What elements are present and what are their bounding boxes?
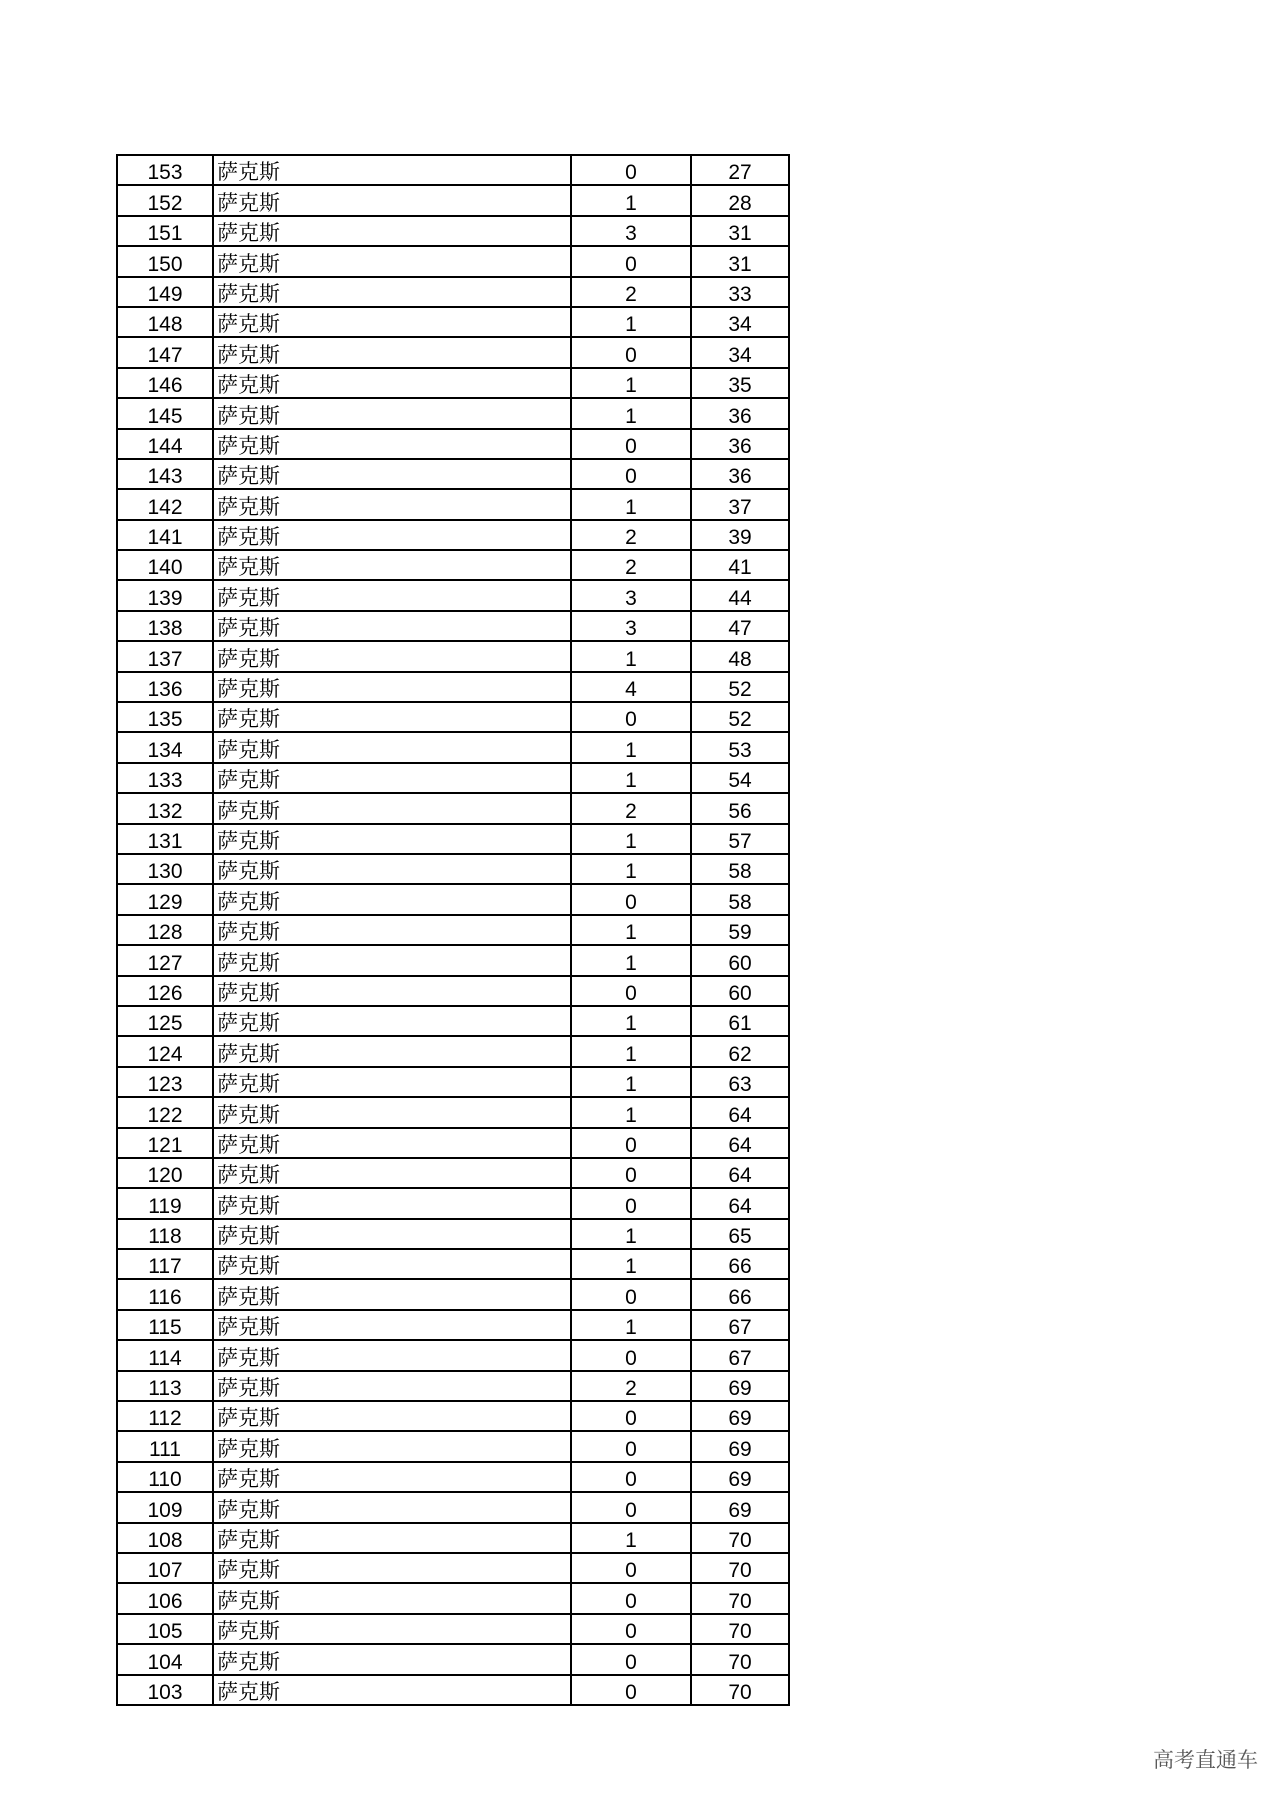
score-cell: 152 [117,185,213,215]
score-cell: 109 [117,1492,213,1522]
table-row [117,1128,789,1158]
cumulative-cell: 31 [691,216,789,246]
score-cell: 119 [117,1188,213,1218]
cumulative-cell: 69 [691,1371,789,1401]
count-cell: 0 [571,1158,691,1188]
table-row [117,1279,789,1309]
count-cell: 1 [571,398,691,428]
count-cell: 1 [571,945,691,975]
count-cell: 0 [571,1188,691,1218]
score-cell: 133 [117,763,213,793]
watermark-text: 高考直通车 [1153,1748,1258,1772]
count-cell: 1 [571,368,691,398]
score-cell: 108 [117,1523,213,1553]
score-cell: 117 [117,1249,213,1279]
cumulative-cell: 60 [691,976,789,1006]
name-cell: 萨克斯 [213,580,571,610]
table-row [117,1006,789,1036]
table-row [117,1583,789,1613]
count-cell: 1 [571,641,691,671]
score-cell: 146 [117,368,213,398]
count-cell: 3 [571,580,691,610]
name-cell: 萨克斯 [213,824,571,854]
name-cell: 萨克斯 [213,1583,571,1613]
table-row [117,1401,789,1431]
table-row [117,702,789,732]
cumulative-cell: 41 [691,550,789,580]
table-row [117,611,789,641]
cumulative-cell: 35 [691,368,789,398]
cumulative-cell: 67 [691,1340,789,1370]
cumulative-cell: 63 [691,1067,789,1097]
cumulative-cell: 69 [691,1462,789,1492]
cumulative-cell: 54 [691,763,789,793]
count-cell: 2 [571,1371,691,1401]
score-cell: 132 [117,793,213,823]
cumulative-cell: 39 [691,520,789,550]
count-cell: 0 [571,1675,691,1705]
score-cell: 134 [117,732,213,762]
name-cell: 萨克斯 [213,459,571,489]
count-cell: 0 [571,1614,691,1644]
score-table [116,154,790,1706]
cumulative-cell: 36 [691,398,789,428]
count-cell: 0 [571,1340,691,1370]
count-cell: 1 [571,854,691,884]
cumulative-cell: 65 [691,1219,789,1249]
score-cell: 138 [117,611,213,641]
table-row [117,884,789,914]
count-cell: 2 [571,550,691,580]
count-cell: 0 [571,1644,691,1674]
cumulative-cell: 36 [691,459,789,489]
name-cell: 萨克斯 [213,641,571,671]
count-cell: 3 [571,611,691,641]
score-cell: 124 [117,1036,213,1066]
cumulative-cell: 64 [691,1097,789,1127]
score-cell: 107 [117,1553,213,1583]
name-cell: 萨克斯 [213,155,571,185]
cumulative-cell: 70 [691,1523,789,1553]
cumulative-cell: 53 [691,732,789,762]
name-cell: 萨克斯 [213,1310,571,1340]
count-cell: 2 [571,277,691,307]
count-cell: 1 [571,489,691,519]
cumulative-cell: 48 [691,641,789,671]
name-cell: 萨克斯 [213,884,571,914]
table-row [117,1310,789,1340]
name-cell: 萨克斯 [213,216,571,246]
table-row [117,1340,789,1370]
score-cell: 149 [117,277,213,307]
cumulative-cell: 58 [691,854,789,884]
table-row [117,277,789,307]
table-row [117,216,789,246]
name-cell: 萨克斯 [213,1644,571,1674]
name-cell: 萨克斯 [213,976,571,1006]
name-cell: 萨克斯 [213,915,571,945]
table-row [117,398,789,428]
name-cell: 萨克斯 [213,732,571,762]
cumulative-cell: 61 [691,1006,789,1036]
score-cell: 114 [117,1340,213,1370]
name-cell: 萨克斯 [213,1492,571,1522]
table-row [117,945,789,975]
cumulative-cell: 58 [691,884,789,914]
count-cell: 0 [571,155,691,185]
name-cell: 萨克斯 [213,398,571,428]
name-cell: 萨克斯 [213,672,571,702]
count-cell: 1 [571,1249,691,1279]
count-cell: 3 [571,216,691,246]
count-cell: 0 [571,429,691,459]
table-row [117,915,789,945]
count-cell: 0 [571,1553,691,1583]
count-cell: 2 [571,793,691,823]
score-cell: 120 [117,1158,213,1188]
cumulative-cell: 70 [691,1583,789,1613]
score-cell: 115 [117,1310,213,1340]
cumulative-cell: 70 [691,1614,789,1644]
score-cell: 118 [117,1219,213,1249]
table-row [117,1675,789,1705]
score-cell: 143 [117,459,213,489]
score-cell: 141 [117,520,213,550]
table-row [117,1614,789,1644]
table-row [117,763,789,793]
cumulative-cell: 64 [691,1128,789,1158]
name-cell: 萨克斯 [213,1067,571,1097]
cumulative-cell: 60 [691,945,789,975]
score-cell: 153 [117,155,213,185]
cumulative-cell: 70 [691,1675,789,1705]
score-cell: 148 [117,307,213,337]
cumulative-cell: 59 [691,915,789,945]
score-cell: 127 [117,945,213,975]
cumulative-cell: 34 [691,307,789,337]
score-cell: 135 [117,702,213,732]
name-cell: 萨克斯 [213,307,571,337]
count-cell: 1 [571,1006,691,1036]
score-cell: 110 [117,1462,213,1492]
score-cell: 103 [117,1675,213,1705]
cumulative-cell: 37 [691,489,789,519]
cumulative-cell: 52 [691,672,789,702]
count-cell: 0 [571,337,691,367]
count-cell: 1 [571,1067,691,1097]
table-row [117,854,789,884]
score-cell: 140 [117,550,213,580]
table-row [117,459,789,489]
cumulative-cell: 66 [691,1249,789,1279]
count-cell: 0 [571,1279,691,1309]
name-cell: 萨克斯 [213,1097,571,1127]
name-cell: 萨克斯 [213,1006,571,1036]
score-cell: 122 [117,1097,213,1127]
table-row [117,1036,789,1066]
score-cell: 137 [117,641,213,671]
table-row [117,1431,789,1461]
count-cell: 0 [571,246,691,276]
score-cell: 139 [117,580,213,610]
cumulative-cell: 36 [691,429,789,459]
name-cell: 萨克斯 [213,1249,571,1279]
table-row [117,1644,789,1674]
table-row [117,976,789,1006]
count-cell: 1 [571,824,691,854]
cumulative-cell: 33 [691,277,789,307]
table-row [117,155,789,185]
name-cell: 萨克斯 [213,1158,571,1188]
table-row [117,641,789,671]
cumulative-cell: 69 [691,1492,789,1522]
cumulative-cell: 27 [691,155,789,185]
name-cell: 萨克斯 [213,702,571,732]
name-cell: 萨克斯 [213,1219,571,1249]
cumulative-cell: 62 [691,1036,789,1066]
score-cell: 131 [117,824,213,854]
count-cell: 1 [571,185,691,215]
cumulative-cell: 66 [691,1279,789,1309]
count-cell: 0 [571,976,691,1006]
name-cell: 萨克斯 [213,793,571,823]
name-cell: 萨克斯 [213,1462,571,1492]
count-cell: 1 [571,763,691,793]
score-cell: 130 [117,854,213,884]
table-row [117,672,789,702]
name-cell: 萨克斯 [213,489,571,519]
count-cell: 2 [571,520,691,550]
score-cell: 123 [117,1067,213,1097]
count-cell: 0 [571,459,691,489]
name-cell: 萨克斯 [213,1431,571,1461]
score-cell: 129 [117,884,213,914]
name-cell: 萨克斯 [213,763,571,793]
table-row [117,1188,789,1218]
count-cell: 0 [571,702,691,732]
name-cell: 萨克斯 [213,1675,571,1705]
table-row [117,1249,789,1279]
score-cell: 151 [117,216,213,246]
name-cell: 萨克斯 [213,1036,571,1066]
table-row [117,1219,789,1249]
count-cell: 0 [571,884,691,914]
table-row [117,1492,789,1522]
cumulative-cell: 56 [691,793,789,823]
table-row [117,1553,789,1583]
cumulative-cell: 31 [691,246,789,276]
table-row [117,368,789,398]
score-cell: 113 [117,1371,213,1401]
name-cell: 萨克斯 [213,1614,571,1644]
name-cell: 萨克斯 [213,1188,571,1218]
score-cell: 112 [117,1401,213,1431]
table-row [117,1158,789,1188]
name-cell: 萨克斯 [213,1128,571,1158]
score-cell: 147 [117,337,213,367]
table-body [117,155,789,1705]
table-row [117,824,789,854]
score-cell: 106 [117,1583,213,1613]
score-cell: 144 [117,429,213,459]
table-row [117,1523,789,1553]
name-cell: 萨克斯 [213,550,571,580]
name-cell: 萨克斯 [213,1371,571,1401]
table-row [117,1462,789,1492]
name-cell: 萨克斯 [213,1279,571,1309]
table-row [117,1067,789,1097]
score-cell: 105 [117,1614,213,1644]
score-cell: 128 [117,915,213,945]
cumulative-cell: 28 [691,185,789,215]
name-cell: 萨克斯 [213,185,571,215]
score-cell: 121 [117,1128,213,1158]
count-cell: 1 [571,1036,691,1066]
name-cell: 萨克斯 [213,945,571,975]
table-row [117,793,789,823]
count-cell: 0 [571,1492,691,1522]
name-cell: 萨克斯 [213,1553,571,1583]
name-cell: 萨克斯 [213,429,571,459]
cumulative-cell: 67 [691,1310,789,1340]
count-cell: 0 [571,1431,691,1461]
table-row [117,520,789,550]
score-cell: 150 [117,246,213,276]
count-cell: 0 [571,1128,691,1158]
table-row [117,550,789,580]
count-cell: 0 [571,1462,691,1492]
count-cell: 1 [571,732,691,762]
cumulative-cell: 64 [691,1158,789,1188]
count-cell: 1 [571,915,691,945]
name-cell: 萨克斯 [213,854,571,884]
count-cell: 1 [571,1097,691,1127]
cumulative-cell: 70 [691,1553,789,1583]
cumulative-cell: 69 [691,1401,789,1431]
table-row [117,246,789,276]
table-row [117,1371,789,1401]
table-row [117,1097,789,1127]
name-cell: 萨克斯 [213,1401,571,1431]
count-cell: 0 [571,1401,691,1431]
cumulative-cell: 34 [691,337,789,367]
score-cell: 104 [117,1644,213,1674]
table-row [117,337,789,367]
score-cell: 145 [117,398,213,428]
name-cell: 萨克斯 [213,611,571,641]
table-row [117,307,789,337]
name-cell: 萨克斯 [213,1523,571,1553]
cumulative-cell: 69 [691,1431,789,1461]
score-cell: 116 [117,1279,213,1309]
cumulative-cell: 52 [691,702,789,732]
cumulative-cell: 47 [691,611,789,641]
name-cell: 萨克斯 [213,368,571,398]
count-cell: 1 [571,1523,691,1553]
table-row [117,732,789,762]
name-cell: 萨克斯 [213,337,571,367]
table-row [117,185,789,215]
count-cell: 1 [571,1310,691,1340]
table-row [117,489,789,519]
count-cell: 4 [571,672,691,702]
score-cell: 111 [117,1431,213,1461]
count-cell: 0 [571,1583,691,1613]
table-row [117,580,789,610]
count-cell: 1 [571,307,691,337]
name-cell: 萨克斯 [213,277,571,307]
cumulative-cell: 57 [691,824,789,854]
cumulative-cell: 64 [691,1188,789,1218]
score-cell: 125 [117,1006,213,1036]
name-cell: 萨克斯 [213,520,571,550]
table-row [117,429,789,459]
cumulative-cell: 44 [691,580,789,610]
count-cell: 1 [571,1219,691,1249]
name-cell: 萨克斯 [213,246,571,276]
score-cell: 126 [117,976,213,1006]
score-cell: 136 [117,672,213,702]
name-cell: 萨克斯 [213,1340,571,1370]
score-cell: 142 [117,489,213,519]
cumulative-cell: 70 [691,1644,789,1674]
